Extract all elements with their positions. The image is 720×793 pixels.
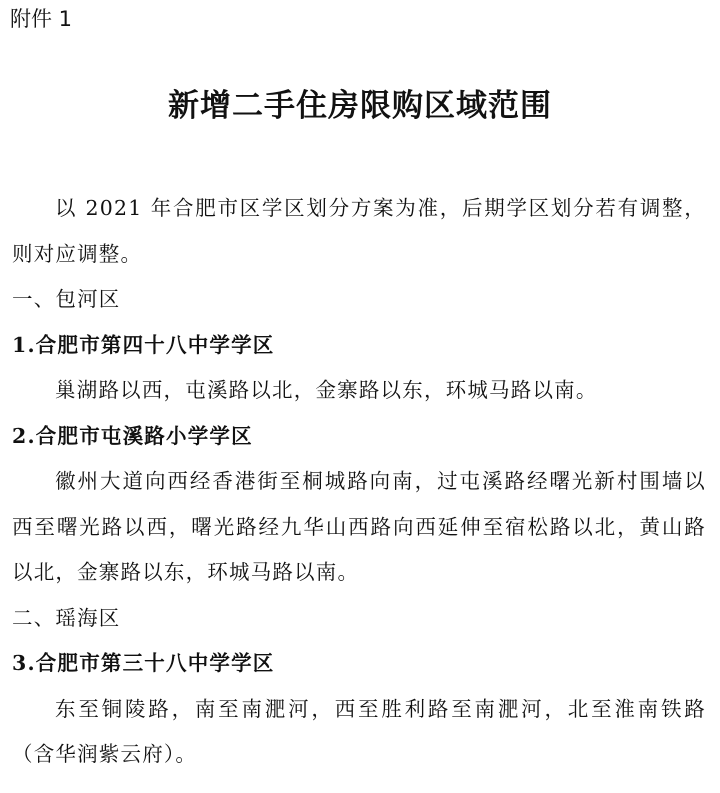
attachment-label: 附件 1 xyxy=(10,7,73,31)
document-body xyxy=(12,186,706,778)
school-district-heading: 1.合肥市第四十八中学学区 xyxy=(12,332,275,357)
section-heading-baohe: 一、包河区 xyxy=(12,287,121,311)
intro-paragraph: 以 2021 年合肥市区学区划分方案为准，后期学区划分若有调整，则对应调整。 xyxy=(12,196,706,266)
school-district-heading: 3.合肥市第三十八中学学区 xyxy=(12,651,275,675)
school-district-text: 巢湖路以西，屯溪路以北，金寨路以东，环城马路以南。 xyxy=(55,378,598,402)
school-district-text: 徽州大道向西经香港街至桐城路向南，过屯溪路经曙光新村围墙以西至曙光路以西，曙光路经九华山西路向西延伸至宿松路以北，黄山路以北，金寨路以东，环城马路以南。 xyxy=(12,469,706,584)
section-heading-yaohai: 二、瑶海区 xyxy=(12,605,121,630)
school-district-heading: 2.合肥市屯溪路小学学区 xyxy=(12,423,253,448)
document-title: 新增二手住房限购区域范围 xyxy=(168,88,552,124)
school-district-text: 东至铜陵路，南至南淝河，西至胜利路至南淝河，北至淮南铁路（含华润紫云府）。 xyxy=(12,696,706,766)
